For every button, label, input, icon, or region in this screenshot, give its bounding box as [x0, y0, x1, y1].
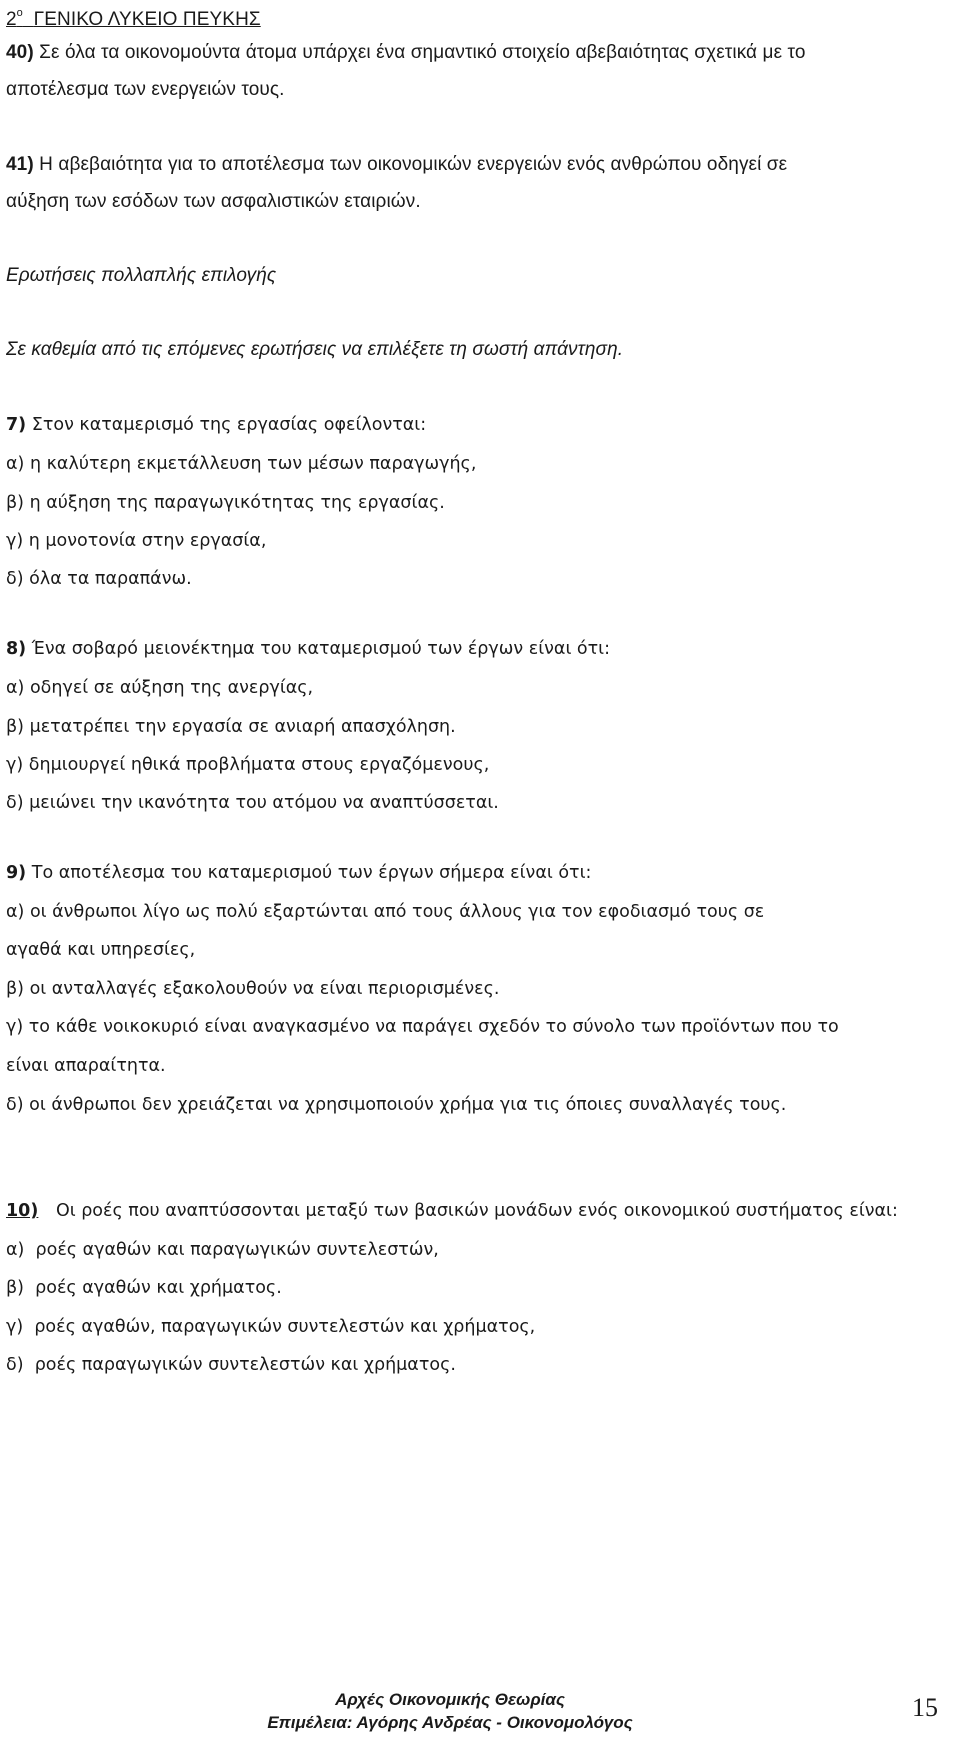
- question-8: [6, 636, 610, 662]
- question-9: [6, 860, 591, 886]
- option-row: [6, 1014, 839, 1040]
- question-10: [6, 1198, 898, 1224]
- option-text: το κάθε νοικοκυριό είναι αναγκασμένο να παράγει σχεδόν το σύνολο των προϊόντων που το: [28, 1017, 839, 1037]
- option-row: [6, 490, 445, 516]
- option-label: β): [6, 1278, 24, 1298]
- question-number: 8): [6, 639, 27, 659]
- option-row: [6, 451, 476, 477]
- question-stem: Στον καταμερισμό της εργασίας οφείλονται:: [31, 415, 427, 435]
- option-text: ροές αγαθών και παραγωγικών συντελεστών,: [35, 1240, 439, 1260]
- footer-title: Αρχές Οικονομικής Θεωρίας: [335, 1690, 565, 1709]
- option-text: δημιουργεί ηθικά προβλήματα στους εργαζόμενους,: [28, 755, 490, 775]
- option-label: β): [6, 979, 24, 999]
- footer-author: Επιμέλεια: Αγόρης Ανδρέας - Οικονομολόγος: [267, 1713, 633, 1732]
- option-text: οι άνθρωποι λίγο ως πολύ εξαρτώνται από τους άλλους για τον εφοδιασμό τους σε: [29, 902, 765, 922]
- question-stem: Το αποτέλεσμα του καταμερισμού των έργων σήμερα είναι ότι:: [31, 863, 592, 883]
- statement-41-cont: [6, 189, 421, 215]
- section-heading: Ερωτήσεις πολλαπλής επιλογής: [6, 265, 277, 286]
- option-label: α): [6, 454, 25, 474]
- option-text: η μονοτονία στην εργασία,: [28, 531, 267, 551]
- option-row: [6, 1092, 786, 1118]
- option-label: β): [6, 493, 24, 513]
- option-row: [6, 1237, 439, 1263]
- question-number: 10): [6, 1201, 39, 1221]
- option-row: [6, 1352, 456, 1378]
- statement-text: Σε όλα τα οικονομούντα άτομα υπάρχει ένα σημαντικό στοιχείο αβεβαιότητας σχετικά με το: [39, 42, 806, 63]
- option-label: δ): [6, 1095, 24, 1115]
- option-text: ροές παραγωγικών συντελεστών και χρήματος.: [34, 1355, 456, 1375]
- option-row: [6, 528, 266, 554]
- header-number: 2: [6, 9, 17, 30]
- header-title: ΓΕΝΙΚΟ ΛΥΚΕΙΟ ΠΕΥΚΗΣ: [33, 9, 261, 30]
- question-7: [6, 412, 426, 438]
- option-row: [6, 566, 192, 592]
- option-row: [6, 1275, 282, 1301]
- option-text: ροές αγαθών, παραγωγικών συντελεστών και χρήματος,: [34, 1317, 536, 1337]
- option-row: [6, 1314, 535, 1340]
- question-number: 7): [6, 415, 27, 435]
- header-superscript: ο: [16, 7, 23, 19]
- page-header: [6, 0, 261, 33]
- statement-text: αύξηση των εσόδων των ασφαλιστικών εταιριών.: [6, 191, 421, 212]
- option-row: [6, 976, 499, 1002]
- option-label: α): [6, 678, 25, 698]
- option-label: δ): [6, 793, 24, 813]
- option-label: δ): [6, 569, 24, 589]
- option-label: γ): [6, 1017, 24, 1037]
- statement-41: [6, 152, 787, 178]
- statement-text: Η αβεβαιότητα για το αποτέλεσμα των οικονομικών ενεργειών ενός ανθρώπου οδηγεί σε: [39, 154, 788, 175]
- option-label: γ): [6, 1317, 24, 1337]
- option-label: γ): [6, 755, 24, 775]
- option-text: οι ανταλλαγές εξακολουθούν να είναι περιορισμένες.: [29, 979, 500, 999]
- option-text: η καλύτερη εκμετάλλευση των μέσων παραγωγής,: [29, 454, 477, 474]
- option-text: μετατρέπει την εργασία σε ανιαρή απασχόληση.: [29, 717, 456, 737]
- option-label: β): [6, 717, 24, 737]
- option-row: [6, 675, 313, 701]
- question-stem: Ένα σοβαρό μειονέκτημα του καταμερισμού των έργων είναι ότι:: [31, 639, 610, 659]
- option-label: δ): [6, 1355, 24, 1375]
- option-label: α): [6, 1240, 25, 1260]
- option-label: γ): [6, 531, 24, 551]
- statement-number: 40): [6, 42, 34, 63]
- option-text: η αύξηση της παραγωγικότητας της εργασίας.: [29, 493, 445, 513]
- option-continuation: αγαθά και υπηρεσίες,: [6, 940, 196, 960]
- option-row: [6, 790, 499, 816]
- page-number: 15: [912, 1693, 938, 1722]
- option-text: μειώνει την ικανότητα του ατόμου να αναπτύσσεται.: [29, 793, 499, 813]
- option-text: όλα τα παραπάνω.: [29, 569, 192, 589]
- option-label: α): [6, 902, 25, 922]
- question-stem: Οι ροές που αναπτύσσονται μεταξύ των βασικών μονάδων ενός οικονομικού συστήματος είναι:: [55, 1201, 898, 1221]
- option-row: [6, 899, 764, 925]
- option-text: ροές αγαθών και χρήματος.: [35, 1278, 282, 1298]
- option-text: οδηγεί σε αύξηση της ανεργίας,: [29, 678, 314, 698]
- statement-text: αποτέλεσμα των ενεργειών τους.: [6, 79, 285, 100]
- option-text: οι άνθρωποι δεν χρειάζεται να χρησιμοποιούν χρήμα για τις όποιες συναλλαγές τους.: [29, 1095, 787, 1115]
- option-row: [6, 714, 456, 740]
- section-instruction: Σε καθεμία από τις επόμενες ερωτήσεις να επιλέξετε τη σωστή απάντηση.: [6, 339, 624, 360]
- question-number: 9): [6, 863, 27, 883]
- statement-40-cont: [6, 77, 285, 103]
- option-continuation: είναι απαραίτητα.: [6, 1056, 166, 1076]
- statement-number: 41): [6, 154, 34, 175]
- option-row: [6, 752, 489, 778]
- statement-40: [6, 40, 806, 66]
